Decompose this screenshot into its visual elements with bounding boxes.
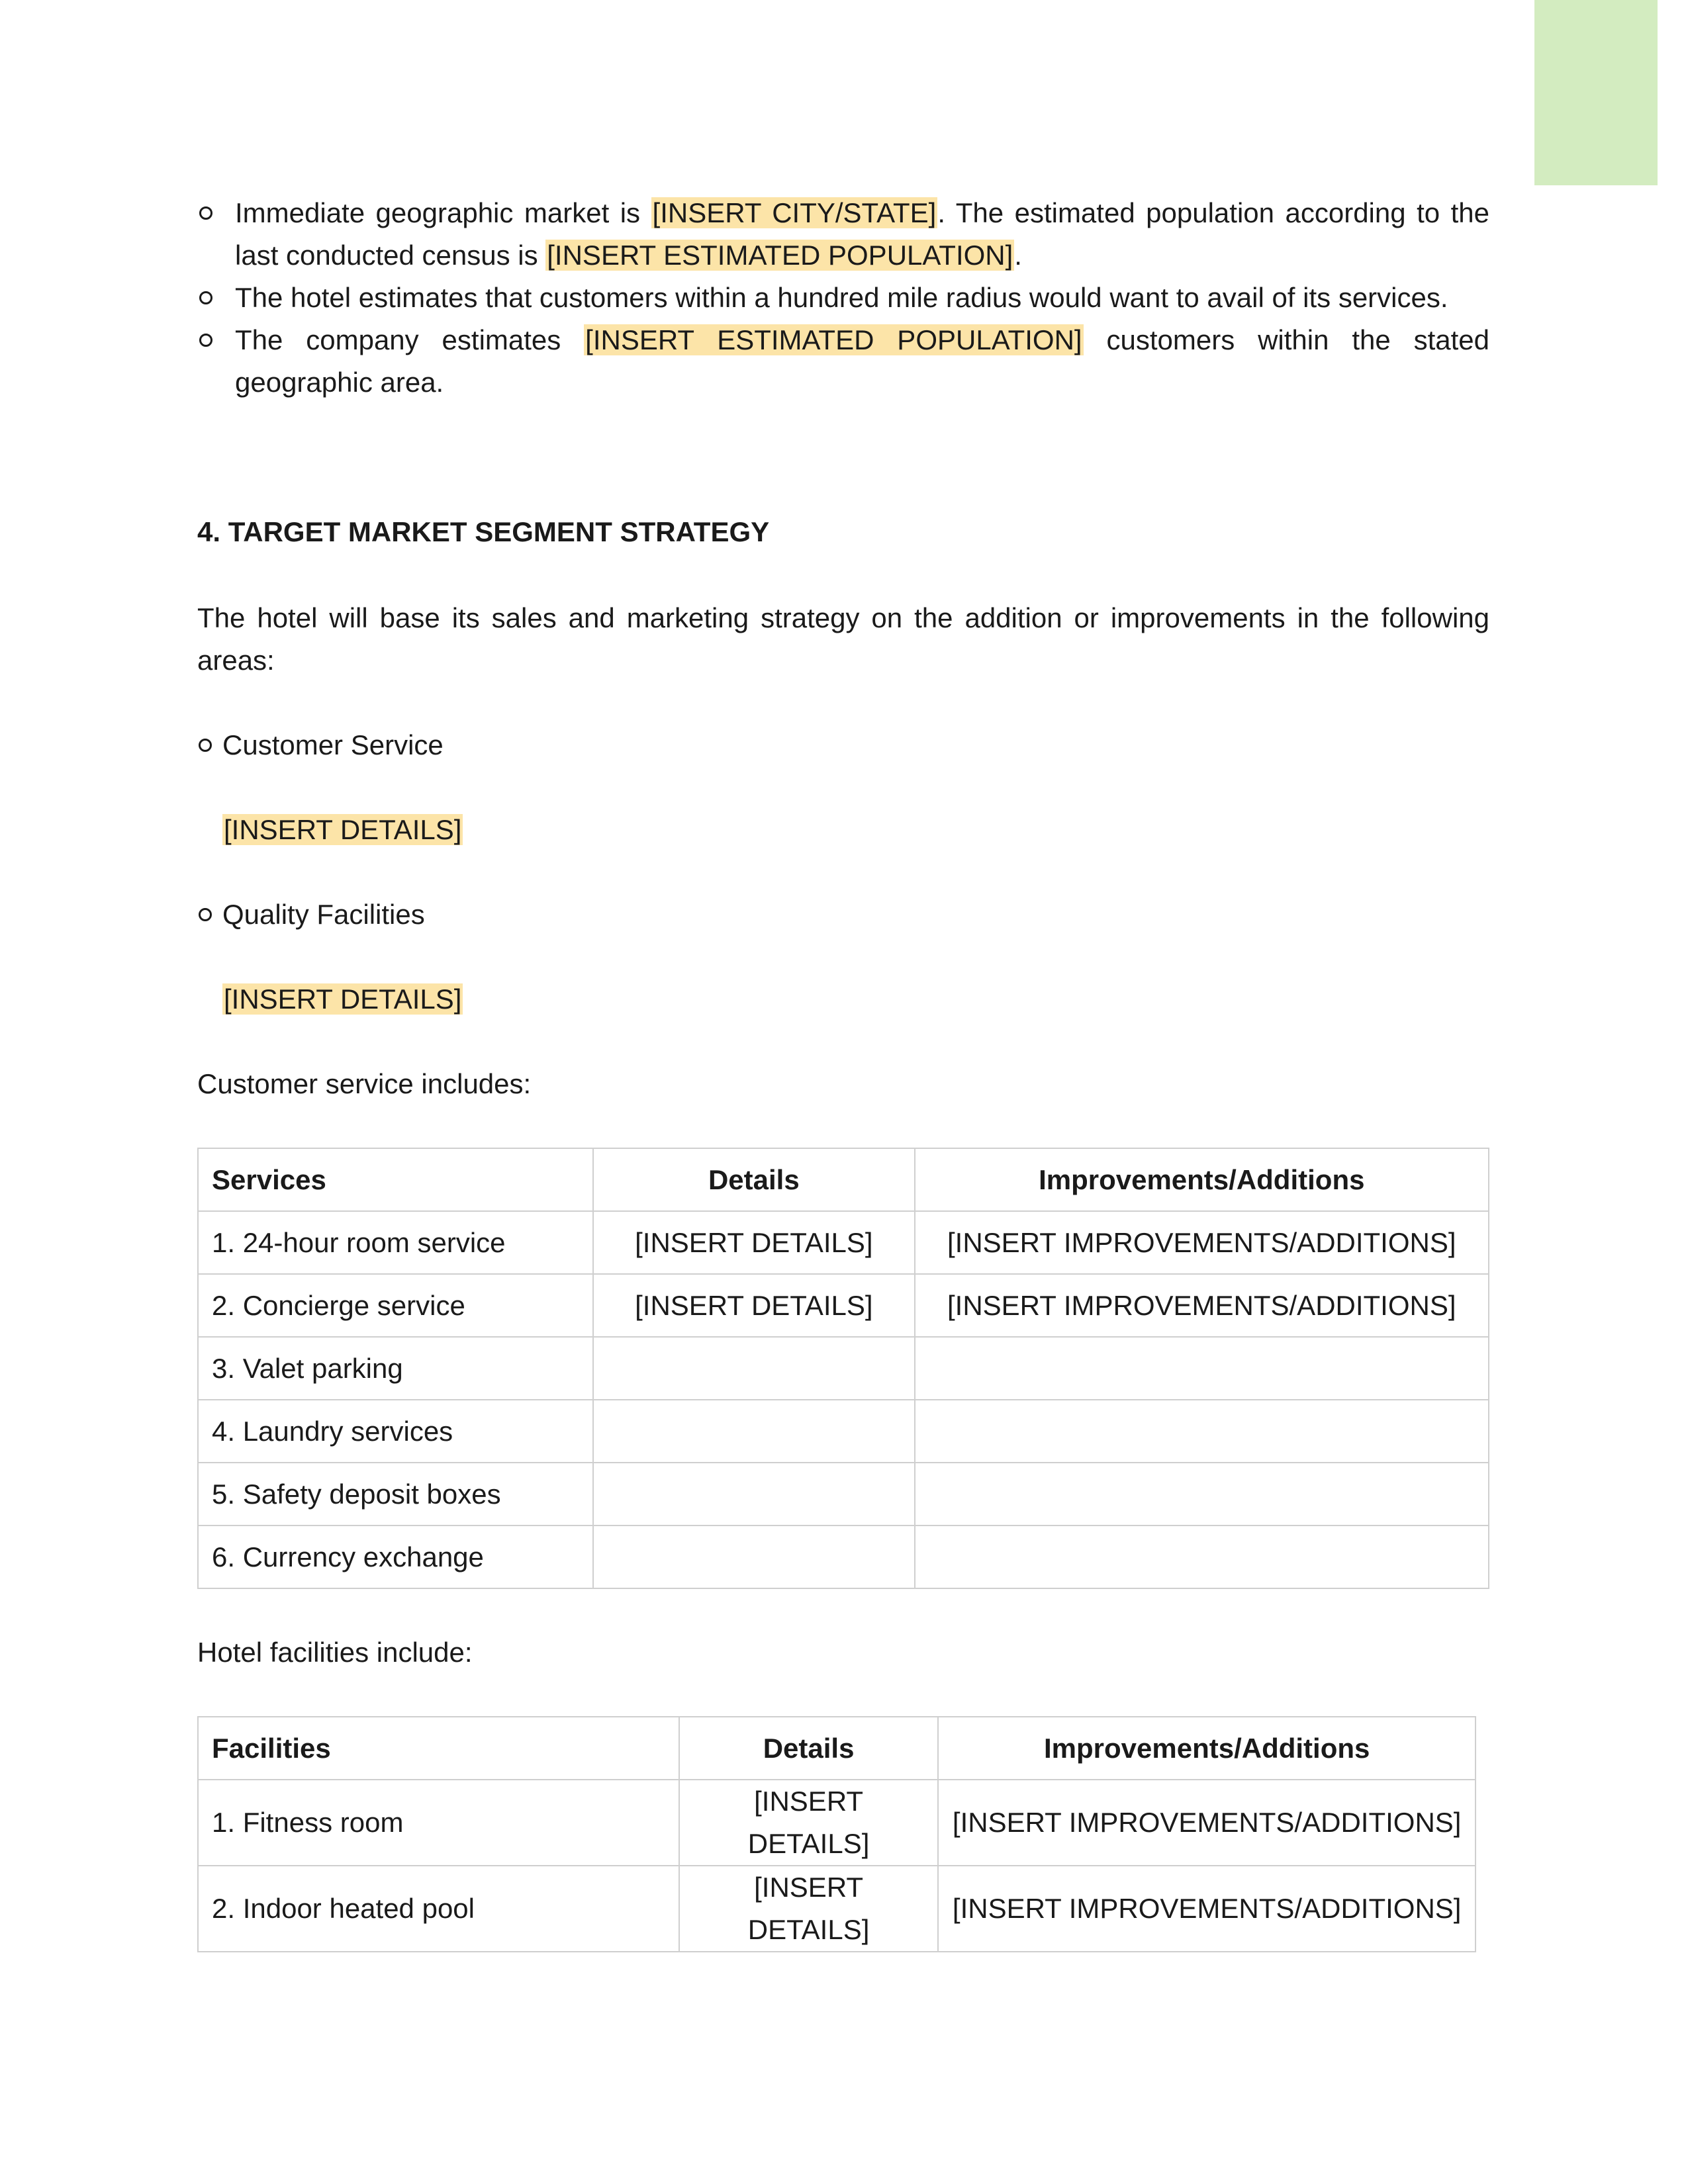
table-cell: [INSERT DETAILS]	[679, 1866, 939, 1952]
table-cell	[915, 1463, 1489, 1525]
table-cell: [INSERT DETAILS]	[593, 1274, 914, 1337]
column-header: Improvements/Additions	[938, 1717, 1476, 1780]
placeholder-details: [INSERT DETAILS]	[224, 814, 462, 845]
section-heading: 4. TARGET MARKET SEGMENT STRATEGY	[197, 516, 770, 547]
placeholder-details: [INSERT DETAILS]	[224, 983, 462, 1015]
table-cell: 2. Indoor heated pool	[198, 1866, 679, 1952]
column-header: Details	[679, 1717, 939, 1780]
table-row	[198, 1274, 1489, 1337]
column-header: Improvements/Additions	[915, 1148, 1489, 1211]
table-row	[198, 1463, 1489, 1525]
area-item-customer-service: Customer Service	[197, 724, 1489, 766]
market-bullet-list	[197, 192, 1489, 404]
table-cell: [INSERT IMPROVEMENTS/ADDITIONS]	[915, 1211, 1489, 1274]
table-cell: [INSERT IMPROVEMENTS/ADDITIONS]	[938, 1866, 1476, 1952]
table-cell: 1. Fitness room	[198, 1780, 679, 1866]
table-cell: [INSERT IMPROVEMENTS/ADDITIONS]	[938, 1780, 1476, 1866]
placeholder-estimated-population: [INSERT ESTIMATED POPULATION]	[585, 324, 1082, 355]
table-cell	[593, 1463, 914, 1525]
hollow-circle-bullet-icon	[199, 739, 212, 752]
list-item: The company estimates [INSERT ESTIMATED POPULATION] customers within the stated geographic area.	[197, 319, 1489, 404]
facilities-label: Hotel facilities include:	[197, 1637, 473, 1668]
hollow-circle-bullet-icon	[199, 206, 212, 220]
hollow-circle-bullet-icon	[199, 334, 212, 347]
table-row	[198, 1525, 1489, 1588]
column-header: Details	[593, 1148, 914, 1211]
table-row	[198, 1211, 1489, 1274]
facilities-table	[197, 1716, 1476, 1952]
table-cell	[593, 1337, 914, 1400]
table-cell: 6. Currency exchange	[198, 1525, 593, 1588]
table-cell	[915, 1337, 1489, 1400]
table-row	[198, 1400, 1489, 1463]
corner-decoration	[1534, 0, 1658, 185]
table-row	[198, 1780, 1476, 1866]
customer-service-label: Customer service includes:	[197, 1068, 532, 1099]
table-cell: [INSERT DETAILS]	[593, 1211, 914, 1274]
column-header: Facilities	[198, 1717, 679, 1780]
table-row	[198, 1337, 1489, 1400]
table-row	[198, 1866, 1476, 1952]
list-item: The hotel estimates that customers within a hundred mile radius would want to avail of its services.	[197, 277, 1489, 319]
table-cell: 4. Laundry services	[198, 1400, 593, 1463]
list-item: Immediate geographic market is [INSERT CITY/STATE]. The estimated population according to the last conducted census is [INSERT ESTIMATED POPULATION].	[197, 192, 1489, 277]
table-cell: 1. 24-hour room service	[198, 1211, 593, 1274]
table-cell	[915, 1400, 1489, 1463]
hollow-circle-bullet-icon	[199, 291, 212, 304]
table-header-row	[198, 1717, 1476, 1780]
table-cell	[593, 1525, 914, 1588]
section-intro: The hotel will base its sales and marketing strategy on the addition or improvements in the following areas:	[197, 602, 1489, 676]
placeholder-city-state: [INSERT CITY/STATE]	[652, 197, 937, 228]
placeholder-estimated-population: [INSERT ESTIMATED POPULATION]	[547, 240, 1013, 271]
services-table	[197, 1148, 1489, 1589]
table-cell: [INSERT IMPROVEMENTS/ADDITIONS]	[915, 1274, 1489, 1337]
table-cell: 3. Valet parking	[198, 1337, 593, 1400]
table-cell: 2. Concierge service	[198, 1274, 593, 1337]
table-cell	[593, 1400, 914, 1463]
table-cell	[915, 1525, 1489, 1588]
area-details	[197, 809, 1489, 851]
area-item-quality-facilities: Quality Facilities	[197, 893, 1489, 936]
hollow-circle-bullet-icon	[199, 908, 212, 921]
table-cell: [INSERT DETAILS]	[679, 1780, 939, 1866]
table-cell: 5. Safety deposit boxes	[198, 1463, 593, 1525]
column-header: Services	[198, 1148, 593, 1211]
document-body	[197, 192, 1489, 1952]
table-header-row	[198, 1148, 1489, 1211]
area-details	[197, 978, 1489, 1021]
